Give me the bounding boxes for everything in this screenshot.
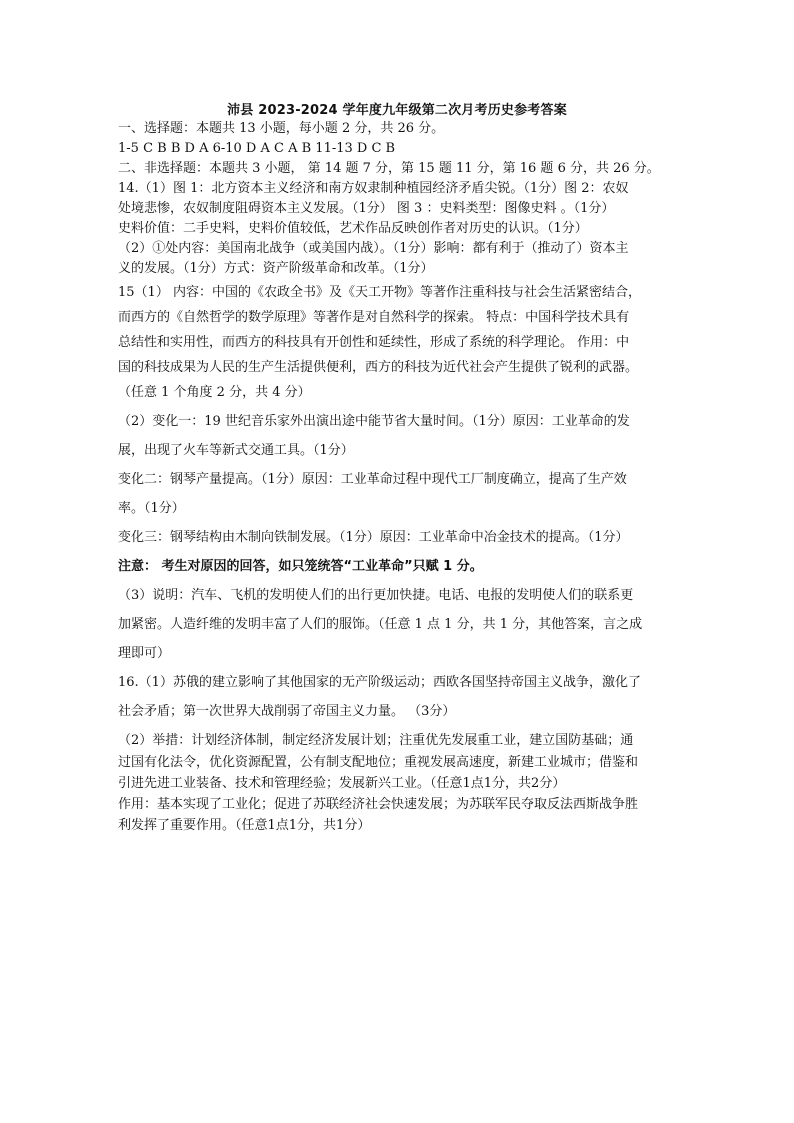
q14-line-1: 14.（1）图 1：北方资本主义经济和南方奴隶制种植园经济矛盾尖锐。（1分）图 2：农奴 xyxy=(118,181,629,196)
choice-answers: 1-5 C B B D A 6-10 D A C A B 11-13 D C B xyxy=(118,141,396,156)
q16-line-6: 作用：基本实现了工业化；促进了苏联经济社会快速发展；为苏联军民夺取反法西斯战争胜 xyxy=(118,797,639,812)
q16-line-2: 社会矛盾；第一次世界大战削弱了帝国主义力量。 （3分） xyxy=(118,704,456,719)
q15-line-13: 理即可） xyxy=(118,646,171,661)
q15-line-4: 国的科技成果为人民的生产生活提供便利，西方的科技为近代社会产生提供了锐利的武器。 xyxy=(118,360,639,375)
answer-body xyxy=(118,119,683,836)
q15-line-6: （2）变化一：19 世纪音乐家外出演出途中能节省大量时间。（1分）原因：工业革命的发 xyxy=(118,414,630,429)
q16-line-3: （2）举措：计划经济体制，制定经济发展计划；注重优先发展重工业，建立国防基础；通 xyxy=(118,733,634,748)
q16-line-5: 引进先进工业装备、技术和管理经验；发展新兴工业。（任意1点1分，共2分） xyxy=(118,776,566,791)
q15-line-3: 总结性和实用性，而西方的科技具有开创性和延续性，形成了系统的科学理论。 作用：中 xyxy=(118,335,630,350)
q14-line-4: （2）①处内容：美国南北战争（或美国内战）。（1分）影响：都有利于（推动了）资本主 xyxy=(118,241,629,256)
q16-line-7: 利发挥了重要作用。（任意1点1分，共1分） xyxy=(118,818,371,833)
q15-line-2: 而西方的《自然哲学的数学原理》等著作是对自然科学的探索。 特点：中国科学技术具有 xyxy=(118,310,630,325)
page-title: 沛县 2023-2024 学年度九年级第二次月考历史参考答案 xyxy=(227,103,567,118)
q14-line-3: 史料价值：二手史料，史料价值较低，艺术作品反映创作者对历史的认识。（1分） xyxy=(118,221,588,236)
q15-line-12: 加紧密。人造纤维的发明丰富了人们的服饰。（任意 1 点 1 分，共 1 分，其他答案，言之成 xyxy=(118,617,643,632)
q16-line-4: 过国有化法令，优化资源配置，公有制支配地位；重视发展高速度，新建工业城市；借鉴和 xyxy=(118,755,639,770)
q15-line-10: 变化三：钢琴结构由木制向铁制发展。（1分）原因：工业革命中冶金技术的提高。（1分） xyxy=(118,530,629,545)
q15-line-9: 率。（1分） xyxy=(118,501,185,516)
q15-line-5: （任意 1 个角度 2 分，共 4 分） xyxy=(118,385,311,400)
section-1-heading: 一、选择题：本题共 13 小题，每小题 2 分，共 26 分。 xyxy=(118,121,445,136)
q15-line-7: 展，出现了火车等新式交通工具。（1分） xyxy=(118,443,354,458)
q14-line-2: 处境悲惨，农奴制度阻碍资本主义发展。（1分） 图 3 ：史料类型：图像史料 。（1分） xyxy=(118,201,615,216)
q15-line-11: （3）说明：汽车、飞机的发明使人们的出行更加快捷。电话、电报的发明使人们的联系更 xyxy=(118,588,634,603)
q15-line-8: 变化二：钢琴产量提高。（1分）原因：工业革命过程中现代工厂制度确立，提高了生产效 xyxy=(118,472,627,487)
section-2-heading: 二、非选择题：本题共 3 小题， 第 14 题 7 分，第 15 题 11 分，第 16 题 6 分，共 26 分。 xyxy=(118,161,660,176)
q16-line-1: 16.（1）苏俄的建立影响了其他国家的无产阶级运动；西欧各国坚持帝国主义战争，激化了 xyxy=(118,675,641,690)
q14-line-5: 义的发展。（1分）方式：资产阶级革命和改革。（1分） xyxy=(118,261,434,276)
q15-note: 注意： 考生对原因的回答，如只笼统答“工业革命”只赋 1 分。 xyxy=(118,559,483,574)
q15-line-1: 15（1） 内容：中国的《农政全书》及《天工开物》等著作注重科技与社会生活紧密结合， xyxy=(118,285,641,300)
